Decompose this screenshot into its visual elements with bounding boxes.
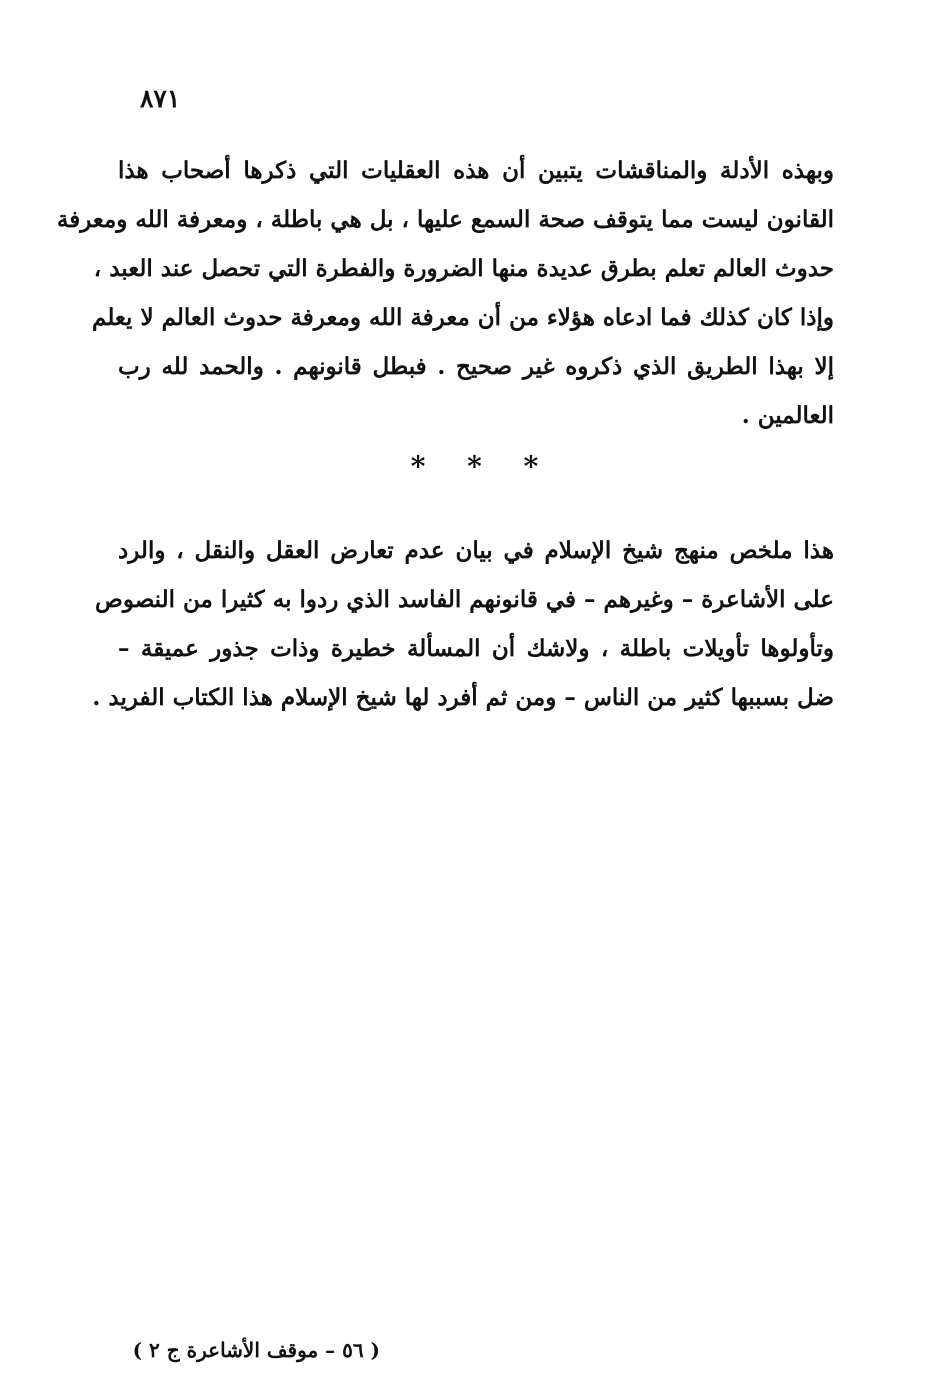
text-line: إلا بهذا الطريق الذي ذكروه غير صحيح . فبطل قانونهم . والحمد لله رب — [118, 353, 834, 380]
text-line: وتأولوها تأويلات باطلة ، ولاشك أن المسألة خطيرة وذات جذور عميقة – — [118, 635, 834, 662]
page-number: ٨٧١ — [140, 84, 181, 113]
text-line: وبهذه الأدلة والمناقشات يتبين أن هذه العقليات التي ذكرها أصحاب هذا — [118, 157, 834, 184]
text-line: وإذا كان كذلك فما ادعاه هؤلاء من أن معرفة الله ومعرفة حدوث العالم لا يعلم — [92, 304, 834, 331]
text-line: على الأشاعرة – وغيرهم – في قانونهم الفاسد الذي ردوا به كثيرا من النصوص — [95, 586, 834, 613]
text-line: ضل بسببها كثير من الناس – ومن ثم أفرد لها شيخ الإسلام هذا الكتاب الفريد . — [92, 684, 834, 711]
text-line: القانون ليست مما يتوقف صحة السمع عليها ، بل هي باطلة ، ومعرفة الله ومعرفة — [56, 206, 834, 233]
text-line: هذا ملخص منهج شيخ الإسلام في بيان عدم تعارض العقل والنقل ، والرد — [118, 537, 834, 564]
page-footer-signature: ( ٥٦ – موقف الأشاعرة ج ٢ ) — [132, 1338, 380, 1362]
paragraph-conclusion — [56, 146, 834, 440]
text-line: العالمين . — [741, 402, 834, 429]
section-separator: * * * — [410, 450, 541, 483]
text-line: حدوث العالم تعلم بطرق عديدة منها الضرورة والفطرة التي تحصل عند العبد ، — [93, 255, 834, 282]
paragraph-summary — [92, 526, 834, 722]
